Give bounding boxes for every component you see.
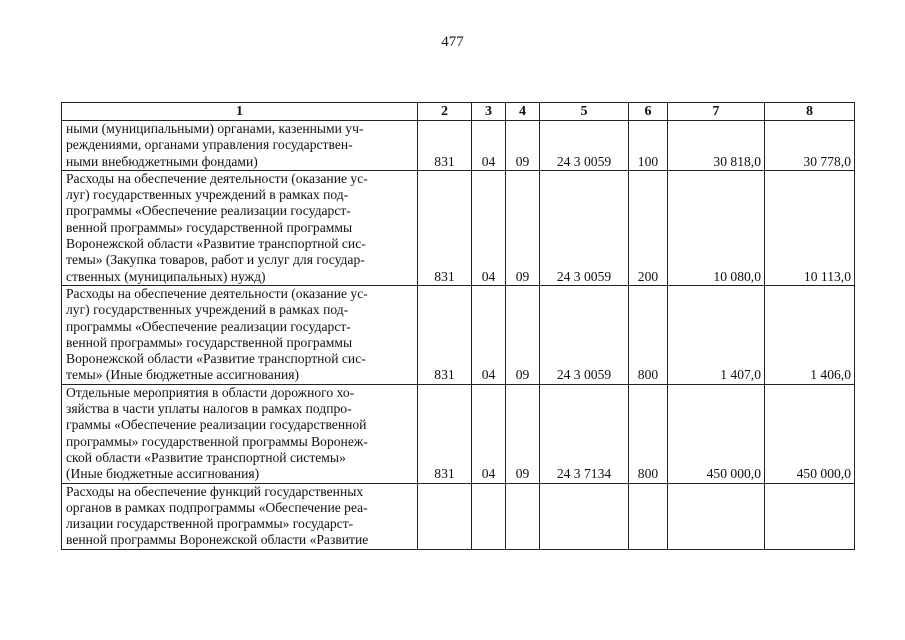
budget-table: [61, 102, 855, 550]
row-description: [62, 285, 418, 384]
row-description: [62, 121, 418, 171]
cell-sum-1: 30 818,0: [668, 121, 765, 171]
cell-vr: 800: [629, 384, 668, 483]
description-line: луг) государственных учреждений в рамках под-: [66, 187, 349, 203]
description-line: луг) государственных учреждений в рамках под-: [66, 302, 349, 318]
cell-rz: 04: [472, 170, 506, 285]
description-line: (Иные бюджетные ассигнования): [66, 466, 260, 482]
cell-sum-1: 1 407,0: [668, 285, 765, 384]
row-description: [62, 170, 418, 285]
description-line: реждениями, органами управления государствен-: [66, 137, 353, 153]
description-line: программы» государственной программы Воронеж-: [66, 433, 368, 449]
description-line: ской области «Развитие транспортной системы»: [66, 449, 346, 465]
description-line: венной программы» государственной программы: [66, 334, 353, 350]
description-line: темы» (Закупка товаров, работ и услуг для государ-: [66, 252, 365, 268]
cell-rz: [472, 483, 506, 549]
header-cell-2: 2: [418, 103, 472, 121]
header-row: [62, 103, 855, 121]
cell-gr: 831: [418, 170, 472, 285]
description-line: ными (муниципальными) органами, казенными уч-: [66, 121, 364, 136]
cell-rz: 04: [472, 384, 506, 483]
cell-sum-1: 10 080,0: [668, 170, 765, 285]
description-line: венной программы Воронежской области «Развитие: [66, 532, 369, 548]
table-row: [62, 384, 855, 483]
cell-csr: 24 3 0059: [540, 285, 629, 384]
cell-gr: 831: [418, 285, 472, 384]
cell-vr: 100: [629, 121, 668, 171]
description-line: Расходы на обеспечение деятельности (оказание ус-: [66, 285, 368, 301]
header-cell-8: 8: [765, 103, 855, 121]
cell-sum-1: 450 000,0: [668, 384, 765, 483]
cell-csr: 24 3 7134: [540, 384, 629, 483]
cell-sum-2: 450 000,0: [765, 384, 855, 483]
row-description: [62, 384, 418, 483]
cell-pr: 09: [506, 285, 540, 384]
description-line: ными внебюджетными фондами): [66, 153, 258, 169]
page-number: 477: [441, 34, 464, 50]
cell-vr: 800: [629, 285, 668, 384]
description-line: зяйства в части уплаты налогов в рамках подпро-: [66, 401, 352, 417]
table-row: [62, 285, 855, 384]
header-cell-3: 3: [472, 103, 506, 121]
header-cell-4: 4: [506, 103, 540, 121]
cell-pr: 09: [506, 170, 540, 285]
cell-rz: 04: [472, 285, 506, 384]
description-line: ственных (муниципальных) нужд): [66, 268, 266, 284]
table-row: [62, 483, 855, 549]
cell-csr: 24 3 0059: [540, 121, 629, 171]
description-line: граммы «Обеспечение реализации государственной: [66, 417, 367, 433]
cell-sum-2: 10 113,0: [765, 170, 855, 285]
description-line: органов в рамках подпрограммы «Обеспечение реа-: [66, 499, 368, 515]
cell-rz: 04: [472, 121, 506, 171]
description-line: программы «Обеспечение реализации государст-: [66, 203, 351, 219]
cell-sum-2: 30 778,0: [765, 121, 855, 171]
cell-pr: 09: [506, 121, 540, 171]
description-line: венной программы» государственной программы: [66, 219, 353, 235]
description-line: Расходы на обеспечение функций государственных: [66, 483, 364, 499]
header-cell-5: 5: [540, 103, 629, 121]
cell-csr: [540, 483, 629, 549]
row-description: [62, 483, 418, 549]
header-cell-6: 6: [629, 103, 668, 121]
cell-gr: 831: [418, 384, 472, 483]
cell-csr: 24 3 0059: [540, 170, 629, 285]
description-line: Воронежской области «Развитие транспортной сис-: [66, 351, 366, 367]
header-cell-7: 7: [668, 103, 765, 121]
cell-sum-1: [668, 483, 765, 549]
cell-vr: [629, 483, 668, 549]
description-line: лизации государственной программы» государст-: [66, 516, 354, 532]
cell-sum-2: 1 406,0: [765, 285, 855, 384]
table-row: [62, 121, 855, 171]
cell-gr: 831: [418, 121, 472, 171]
description-line: Расходы на обеспечение деятельности (оказание ус-: [66, 170, 368, 186]
description-line: темы» (Иные бюджетные ассигнования): [66, 367, 300, 383]
cell-vr: 200: [629, 170, 668, 285]
cell-sum-2: [765, 483, 855, 549]
description-line: Воронежской области «Развитие транспортной сис-: [66, 236, 366, 252]
header-cell-1: 1: [62, 103, 418, 121]
description-line: программы «Обеспечение реализации государст-: [66, 318, 351, 334]
cell-pr: 09: [506, 384, 540, 483]
cell-gr: [418, 483, 472, 549]
description-line: Отдельные мероприятия в области дорожного хо-: [66, 384, 355, 400]
table-row: [62, 170, 855, 285]
cell-pr: [506, 483, 540, 549]
